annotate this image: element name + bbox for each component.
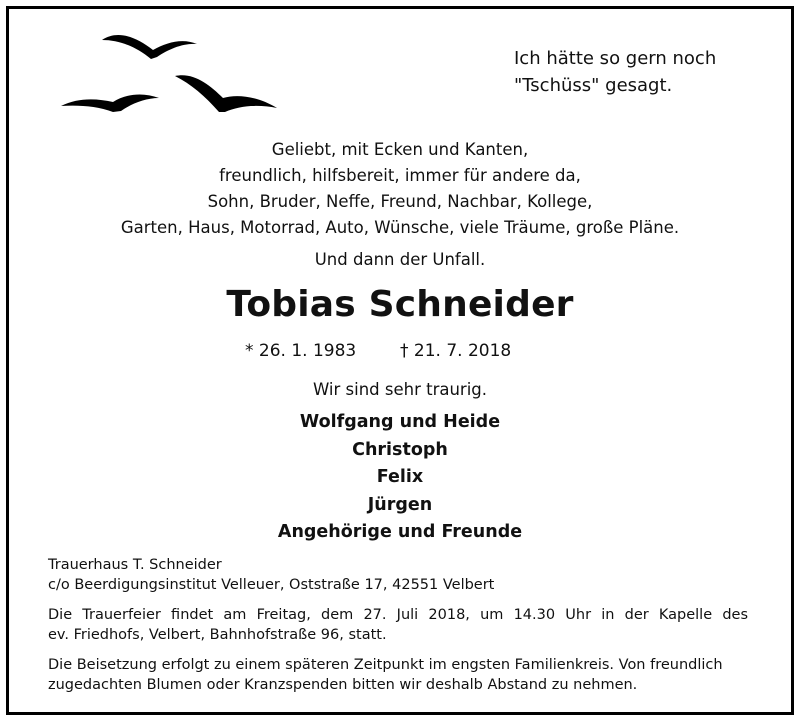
poem-line: freundlich, hilfsbereit, immer für andere da, xyxy=(219,166,581,185)
bird-icon xyxy=(102,35,197,59)
mourning-address xyxy=(48,555,748,595)
quote xyxy=(514,45,716,99)
address-line: Trauerhaus T. Schneider xyxy=(48,557,222,573)
poem-line: Sohn, Bruder, Neffe, Freund, Nachbar, Kollege, xyxy=(207,192,593,211)
poem-line: Geliebt, mit Ecken und Kanten, xyxy=(271,140,529,159)
family-member: Jürgen xyxy=(367,494,433,515)
accident-line: Und dann der Unfall. xyxy=(314,250,486,269)
ceremony-line: Die Trauerfeier findet am Freitag, dem 27. Juli 2018, um 14.30 Uhr in der Kapelle des xyxy=(48,607,748,623)
address-line: c/o Beerdigungsinstitut Velleuer, Oststraße 17, 42551 Velbert xyxy=(48,577,495,593)
family-member: Felix xyxy=(376,467,424,487)
death-date: † 21. 7. 2018 xyxy=(400,341,512,361)
family-member: Christoph xyxy=(352,439,448,460)
family-member: Angehörige und Freunde xyxy=(277,522,523,542)
bird-icon xyxy=(61,95,159,112)
quote-line: Ich hätte so gern noch xyxy=(514,48,717,69)
ceremony-notice xyxy=(48,605,748,645)
poem-line: Garten, Haus, Motorrad, Auto, Wünsche, viele Träume, große Pläne. xyxy=(120,218,680,237)
ceremony-line: ev. Friedhofs, Velbert, Bahnhofstraße 96, statt. xyxy=(48,627,387,643)
mourning-line: Wir sind sehr traurig. xyxy=(312,380,488,399)
bird-icon xyxy=(175,75,277,112)
birth-date: * 26. 1. 1983 xyxy=(245,341,357,361)
poem xyxy=(0,137,800,241)
quote-line: "Tschüss" gesagt. xyxy=(514,75,673,96)
burial-notice xyxy=(48,655,748,695)
burial-line: Die Beisetzung erfolgt zu einem späteren Zeitpunkt im engsten Familienkreis. Von freundlich xyxy=(48,657,723,673)
deceased-name: Tobias Schneider xyxy=(226,284,574,325)
burial-line: zugedachten Blumen oder Kranzspenden bitten wir deshalb Abstand zu nehmen. xyxy=(48,677,638,693)
family-list xyxy=(0,409,800,547)
family-member: Wolfgang und Heide xyxy=(299,412,501,432)
birds-illustration xyxy=(55,28,290,128)
